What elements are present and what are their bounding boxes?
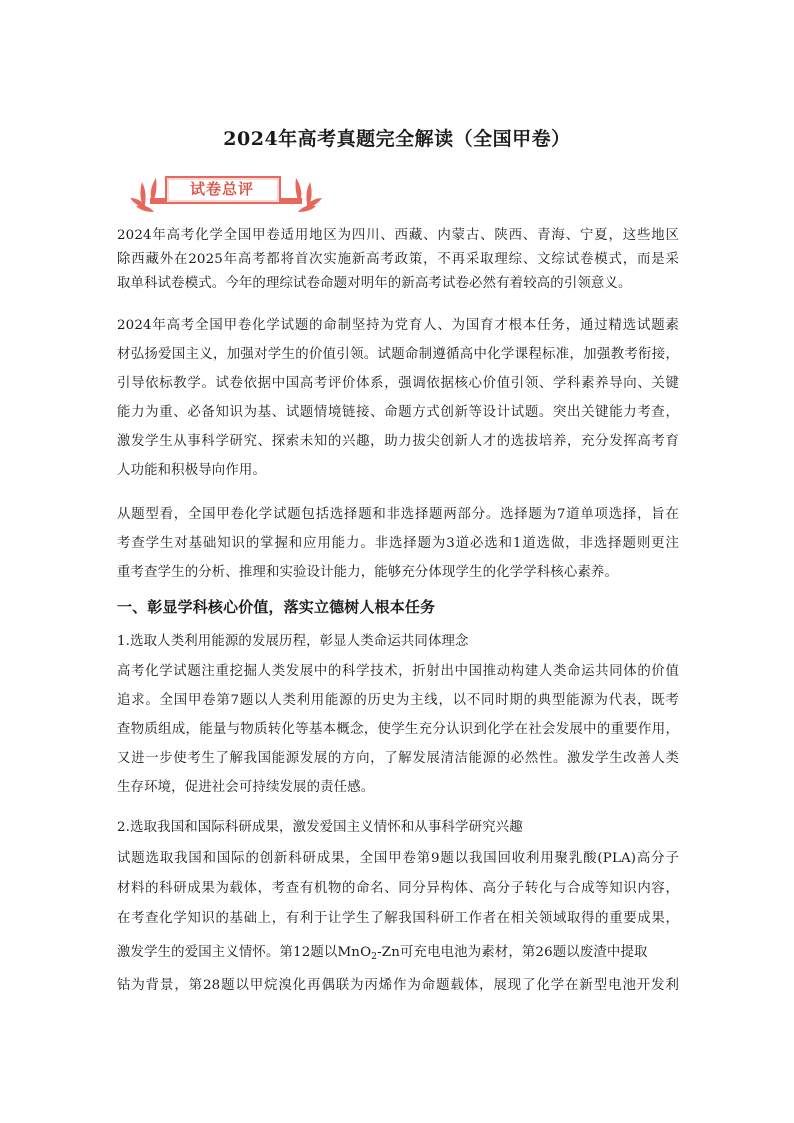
- section-heading: 一、彰显学科核心价值，落实立德树人根本任务: [117, 598, 436, 616]
- text-line: 钴为背景，第28题以甲烷溴化再偶联为丙烯作为命题载体，展现了化学在新型电池开发利: [117, 978, 679, 993]
- text-line-with-formula: [117, 943, 648, 963]
- text-segment: 激发学生的爱国主义情怀。第12题以MnO: [117, 945, 372, 960]
- text-line: 试题选取我国和国际的创新科研成果，全国甲卷第9题以我国回收利用聚乳酸(PLA)高分子: [117, 851, 679, 866]
- subsection-title: 1.选取人类利用能源的发展历程，彰显人类命运共同体理念: [117, 634, 469, 649]
- text-line: 激发学生从事科学研究、探索未知的兴趣，助力拔尖创新人才的选拔培养，充分发挥高考育: [117, 434, 679, 449]
- document-title: 2024年高考真题完全解读（全国甲卷）: [223, 128, 571, 150]
- text-line: 材弘扬爱国主义，加强对学生的价值引领。试题命制遵循高中化学课程标准，加强教考衔接，: [117, 347, 679, 362]
- formula-subscript: 2: [371, 952, 378, 962]
- text-line: 能力为重、必备知识为基、试题情境链接、命题方式创新等设计试题。突出关键能力考查，: [117, 405, 679, 420]
- text-line: 2024年高考化学全国甲卷适用地区为四川、西藏、内蒙古、陕西、青海、宁夏，这些地区: [117, 228, 679, 243]
- text-line: 在考查化学知识的基础上，有利于让学生了解我国科研工作者在相关领域取得的重要成果，: [117, 911, 679, 926]
- text-line: 考查学生对基础知识的掌握和应用能力。非选择题为3道必选和1道选做，非选择题则更注: [117, 536, 679, 551]
- text-line: 人功能和积极导向作用。: [117, 463, 266, 478]
- text-line: 追求。全国甲卷第7题以人类利用能源的历史为主线，以不同时期的典型能源为代表，既考: [117, 693, 679, 708]
- text-line: 查物质组成，能量与物质转化等基本概念，使学生充分认识到化学在社会发展中的重要作用，: [117, 722, 679, 737]
- text-line: 2024年高考全国甲卷化学试题的命制坚持为党育人、为国育才根本任务，通过精选试题素: [117, 318, 679, 333]
- text-segment: -Zn可充电电池为素材，第26题以废渣中提取: [377, 945, 648, 960]
- text-line: 引导依标教学。试卷依据中国高考评价体系，强调依据核心价值引领、学科素养导向、关键: [117, 376, 679, 391]
- text-line: 材料的科研成果为载体，考查有机物的命名、同分异构体、高分子转化与合成等知识内容，: [117, 881, 679, 896]
- text-line: 重考查学生的分析、推理和实验设计能力，能够充分体现学生的化学学科核心素养。: [117, 565, 619, 580]
- subsection-title: 2.选取我国和国际科研成果，激发爱国主义情怀和从事科学研究兴趣: [117, 820, 523, 835]
- text-line: 除西藏外在2025年高考都将首次实施新高考政策，不再采取理综、文综试卷模式，而是采: [117, 252, 679, 267]
- text-line: 高考化学试题注重挖掘人类发展中的科学技术，折射出中国推动构建人类命运共同体的价值: [117, 664, 679, 679]
- text-line: 生存环境，促进社会可持续发展的责任感。: [117, 780, 375, 795]
- text-line: 从题型看，全国甲卷化学试题包括选择题和非选择题两部分。选择题为7道单项选择，旨在: [117, 507, 679, 522]
- text-line: 取单科试卷模式。今年的理综试卷命题对明年的新高考试卷必然有着较高的引领意义。: [117, 276, 632, 291]
- section-banner-label: 试卷总评: [189, 180, 254, 198]
- text-line: 又进一步使考生了解我国能源发展的方向，了解发展清洁能源的必然性。激发学生改善人类: [117, 751, 679, 766]
